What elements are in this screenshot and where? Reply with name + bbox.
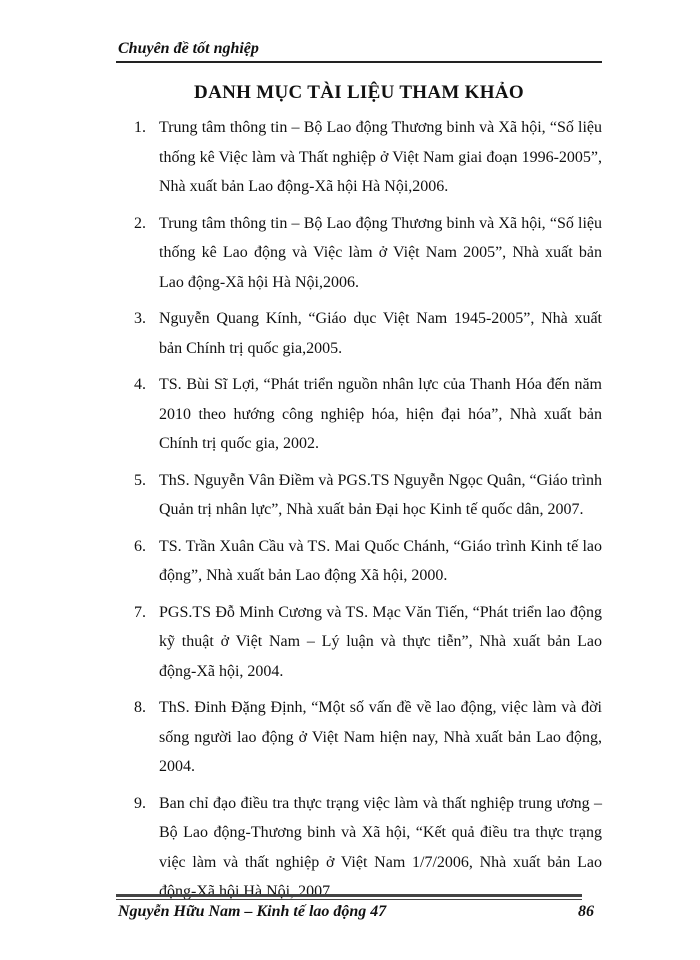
reference-number: 7. [134,603,146,621]
reference-text: PGS.TS Đỗ Minh Cương và TS. Mạc Văn Tiến, “Phát triển lao động kỹ thuật ở Việt Nam – Lý luận và thực tiễn”, Nhà xuất bản Lao động-Xã hội, 2004. [159,603,602,680]
reference-number: 4. [134,376,146,393]
reference-item [134,209,602,298]
reference-item [134,370,602,459]
reference-item [134,693,602,782]
reference-text: Trung tâm thông tin – Bộ Lao động Thương binh và Xã hội, “Số liệu thống kê Việc làm và Thất nghiệp ở Việt Nam giai đoạn 1996-2005”, Nhà xuất bản Lao động-Xã hội Hà Nội,2006. [159,119,602,195]
reference-text: ThS. Nguyễn Vân Điềm và PGS.TS Nguyễn Ngọc Quân, “Giáo trình Quản trị nhân lực”, Nhà xuất bản Đại học Kinh tế quốc dân, 2007. [159,471,602,518]
reference-text: TS. Bùi Sĩ Lợi, “Phát triển nguồn nhân lực của Thanh Hóa đến năm 2010 theo hướng công nghiệp hóa, hiện đại hóa”, Nhà xuất bản Chính trị quốc gia, 2002. [159,376,602,452]
reference-list [134,113,602,914]
reference-text: Nguyễn Quang Kính, “Giáo dục Việt Nam 1945-2005”, Nhà xuất bản Chính trị quốc gia,2005. [159,310,602,357]
reference-number: 8. [134,699,146,716]
header-divider [116,61,602,63]
page-header-title: Chuyên đề tốt nghiệp [118,40,259,57]
footer-divider-thick [116,894,582,897]
reference-item [134,304,602,363]
reference-number: 2. [134,214,146,232]
reference-text: Trung tâm thông tin – Bộ Lao động Thương binh và Xã hội, “Số liệu thống kê Lao động và Việc làm ở Việt Nam 2005”, Nhà xuất bản Lao động-Xã hội Hà Nội,2006. [159,214,602,291]
reference-item [134,789,602,907]
reference-item [134,113,602,202]
reference-text: ThS. Đinh Đặng Định, “Một số vấn đề về lao động, việc làm và đời sống người lao động ở Việt Nam hiện nay, Nhà xuất bản Lao động, 2004. [159,699,602,775]
reference-number: 6. [134,537,146,555]
reference-number: 1. [134,119,146,136]
reference-number: 5. [134,471,146,489]
reference-text: TS. Trần Xuân Cầu và TS. Mai Quốc Chánh, “Giáo trình Kinh tế lao động”, Nhà xuất bản Lao động Xã hội, 2000. [159,537,602,584]
document-title: DANH MỤC TÀI LIỆU THAM KHẢO [194,82,524,103]
reference-number: 3. [134,310,146,327]
reference-item [134,598,602,687]
reference-number: 9. [134,794,146,812]
footer-divider-thin [116,899,582,900]
page-number: 86 [578,903,594,920]
reference-item [134,532,602,591]
reference-item [134,466,602,525]
reference-text: Ban chỉ đạo điều tra thực trạng việc làm và thất nghiệp trung ương – Bộ Lao động-Thương binh và Xã hội, “Kết quả điều tra thực trạng việc làm và thất nghiệp ở Việt Nam 1/7/2006, Nhà xuất bản Lao động-Xã hội Hà Nội, 2007. [159,794,602,900]
footer-author: Nguyễn Hữu Nam – Kinh tế lao động 47 [118,903,387,920]
